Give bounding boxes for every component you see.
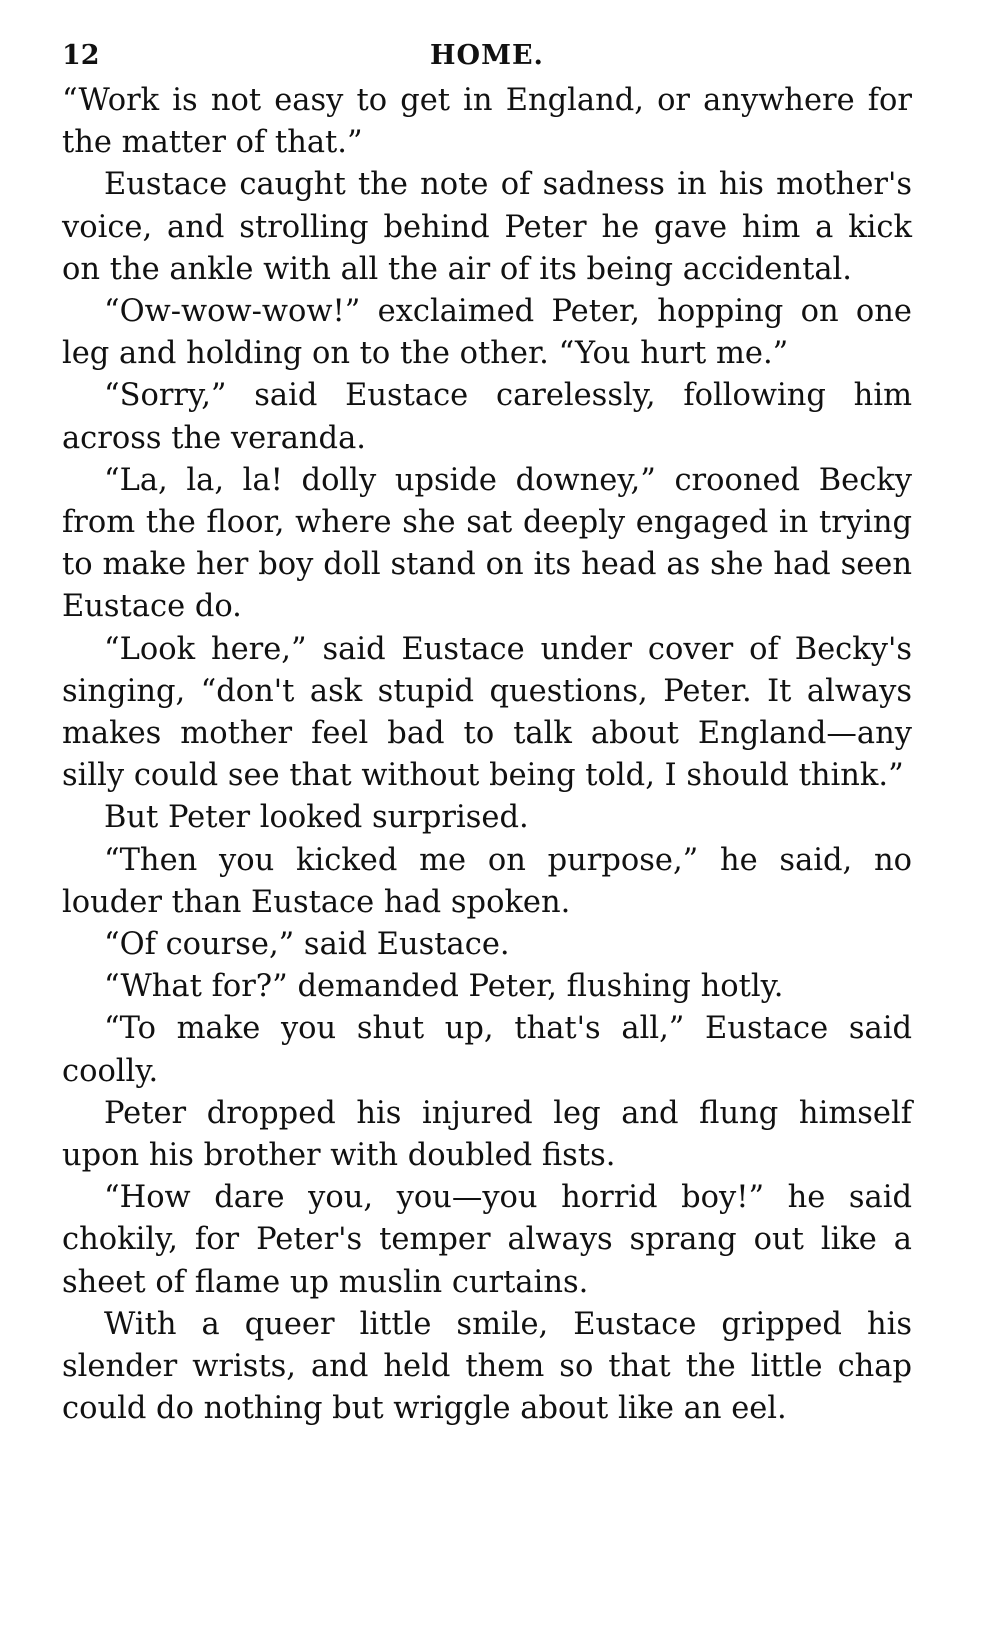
book-page	[62, 32, 912, 1431]
paragraph: “Sorry,” said Eustace carelessly, following him across the veranda.	[62, 378, 912, 456]
page-header	[62, 32, 912, 80]
paragraph: “Work is not easy to get in England, or anywhere for the matter of that.”	[62, 83, 912, 161]
body-text	[62, 80, 912, 1431]
paragraph: “La, la, la! dolly upside downey,” crooned Becky from the floor, where she sat deeply engaged in trying to make her boy doll stand on its head as she had seen Eustace do.	[62, 462, 912, 625]
paragraph: “Look here,” said Eustace under cover of Becky's singing, “don't ask stupid questions, Peter. It always makes mother feel bad to talk about England—any silly could see that without being told, I should think.”	[62, 631, 912, 794]
page-number: 12	[62, 40, 100, 71]
paragraph: With a queer little smile, Eustace gripped his slender wrists, and held them so that the little chap could do nothing but wriggle about like an eel.	[62, 1306, 912, 1427]
paragraph: “Of course,” said Eustace.	[104, 927, 510, 963]
paragraph: But Peter looked surprised.	[104, 800, 529, 836]
running-head: HOME.	[430, 40, 544, 71]
paragraph: “How dare you, you—you horrid boy!” he said chokily, for Peter's temper always sprang out like a sheet of flame up muslin curtains.	[62, 1180, 912, 1300]
paragraph: Eustace caught the note of sadness in his mother's voice, and strolling behind Peter he gave him a kick on the ankle with all the air of its being accidental.	[62, 167, 912, 287]
paragraph: “To make you shut up, that's all,” Eustace said coolly.	[62, 1011, 912, 1089]
paragraph: “Then you kicked me on purpose,” he said, no louder than Eustace had spoken.	[62, 842, 912, 920]
paragraph: Peter dropped his injured leg and flung himself upon his brother with doubled fists.	[62, 1095, 912, 1174]
paragraph: “What for?” demanded Peter, flushing hotly.	[104, 969, 784, 1005]
paragraph: “Ow-wow-wow!” exclaimed Peter, hopping on one leg and holding on to the other. “You hurt me.”	[62, 294, 912, 372]
